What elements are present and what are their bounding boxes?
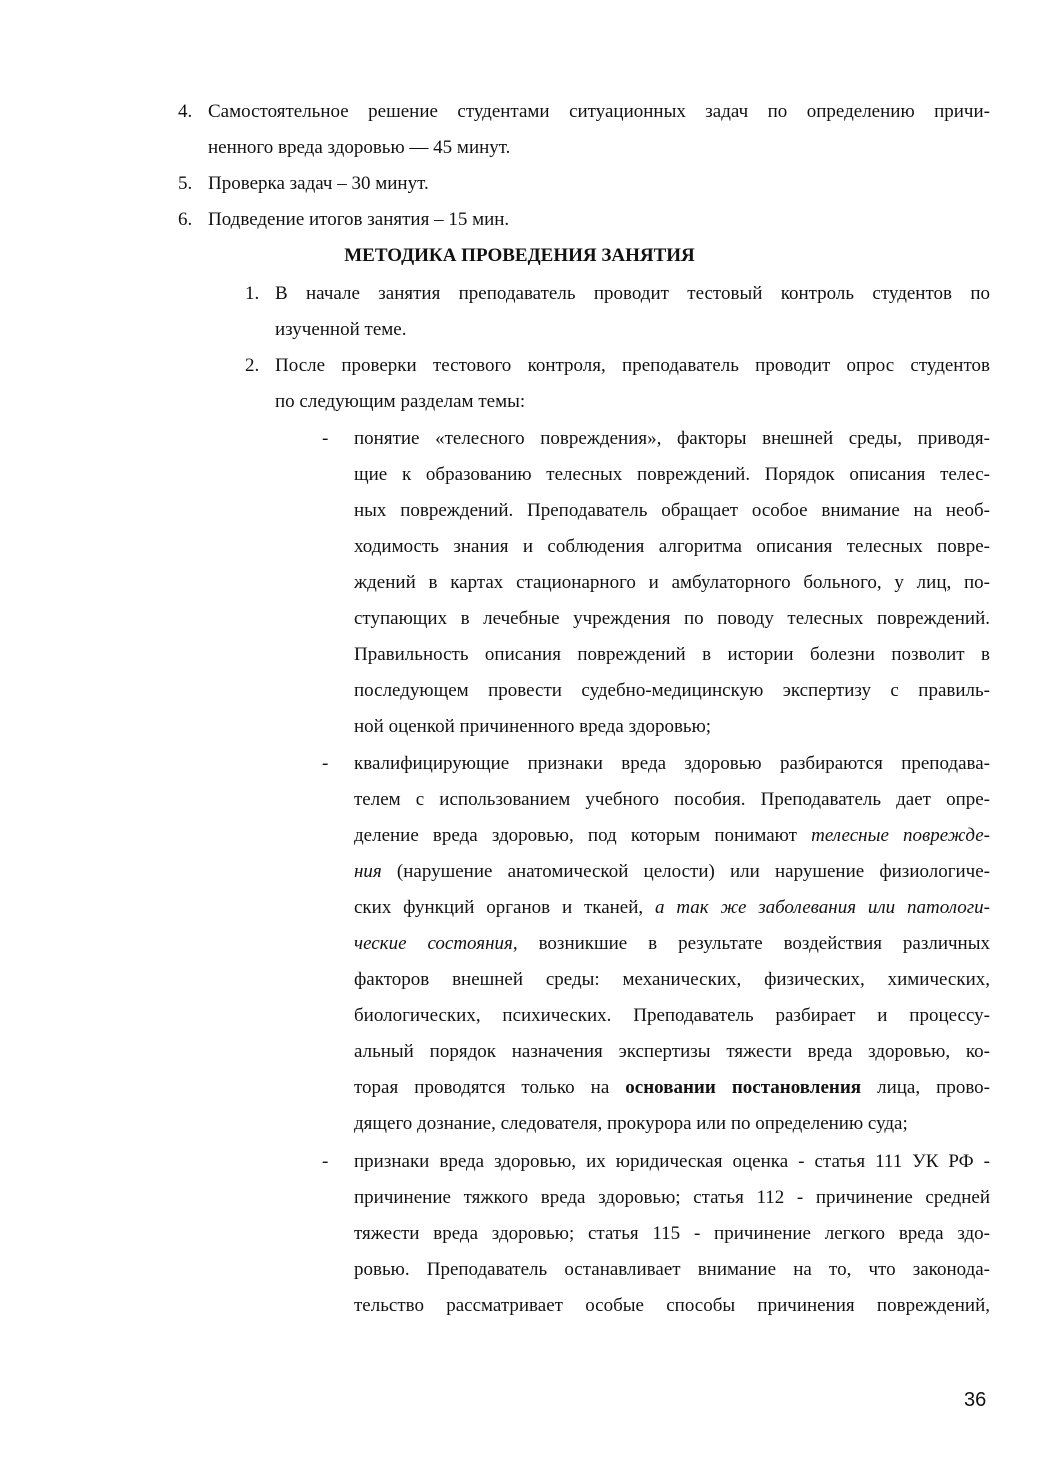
- bullet-line: ных повреждений. Преподаватель обращает особое внимание на необ-: [354, 500, 990, 521]
- bullet-line: щие к образованию телесных повреждений. Порядок описания телес-: [354, 464, 990, 485]
- bold-run: основании постановления: [625, 1077, 862, 1098]
- bullet-line: ступающих в лечебные учреждения по поводу телесных повреждений.: [354, 608, 990, 629]
- bullet-line-mixed: [354, 818, 990, 854]
- bullet-line: ровью. Преподаватель останавливает внимание на то, что законода-: [354, 1259, 990, 1280]
- page-number: 36: [964, 1389, 987, 1411]
- list-number: 5.: [178, 173, 193, 194]
- list-item-line: Подведение итогов занятия – 15 мин.: [208, 209, 510, 230]
- text-run: торая проводятся только на: [354, 1077, 626, 1098]
- bullet-line-mixed: [354, 890, 990, 926]
- text-run: лица, прово-: [861, 1077, 990, 1098]
- bullet-marker: -: [322, 1151, 329, 1172]
- list-number: 4.: [178, 101, 193, 122]
- text-run: , возникшие в результате воздействия различных: [512, 933, 990, 954]
- bullet-line-mixed: [354, 854, 990, 890]
- bullet-line: квалифицирующие признаки вреда здоровью разбираются преподава-: [354, 753, 990, 774]
- bullet-line: ной оценкой причиненного вреда здоровью;: [354, 716, 712, 737]
- bullet-line: тельство рассматривает особые способы причинения повреждений,: [354, 1295, 990, 1316]
- italic-run: телесные поврежде-: [811, 825, 991, 846]
- list-item-line: После проверки тестового контроля, преподаватель проводит опрос студентов: [275, 355, 990, 376]
- bullet-line: биологических, психических. Преподаватель разбирает и процессу-: [354, 1005, 990, 1026]
- bullet-line: факторов внешней среды: механических, физических, химических,: [354, 969, 990, 990]
- italic-run: ния: [354, 861, 382, 882]
- bullet-line-mixed: [354, 926, 990, 962]
- bullet-line-mixed: [354, 1070, 990, 1106]
- bullet-line: ждений в картах стационарного и амбулаторного больного, у лиц, по-: [354, 572, 990, 593]
- text-run: (нарушение анатомической целости) или нарушение физиологиче-: [381, 861, 990, 882]
- bullet-marker: -: [322, 753, 329, 774]
- list-item-line: Проверка задач – 30 минут.: [208, 173, 429, 194]
- list-item-line: В начале занятия преподаватель проводит тестовый контроль студентов по: [275, 283, 990, 304]
- bullet-line: понятие «телесного повреждения», факторы внешней среды, приводя-: [354, 428, 990, 449]
- list-number: 1.: [245, 283, 260, 304]
- list-item-line: Самостоятельное решение студентами ситуационных задач по определению причи-: [208, 101, 990, 122]
- italic-run: а так же заболевания или патологи-: [655, 897, 990, 918]
- list-number: 2.: [245, 355, 260, 376]
- list-number: 6.: [178, 209, 193, 230]
- bullet-line: причинение тяжкого вреда здоровью; статья 112 - причинение средней: [354, 1187, 990, 1208]
- list-item-line: изученной теме.: [275, 319, 407, 340]
- italic-run: ческие состояния: [354, 933, 513, 954]
- bullet-line: ходимость знания и соблюдения алгоритма описания телесных повре-: [354, 536, 990, 557]
- bullet-line: Правильность описания повреждений в истории болезни позволит в: [354, 644, 990, 665]
- list-item-line: ненного вреда здоровью — 45 минут.: [208, 137, 511, 158]
- list-item-line: по следующим разделам темы:: [275, 391, 526, 412]
- bullet-line: тяжести вреда здоровью; статья 115 - причинение легкого вреда здо-: [354, 1223, 990, 1244]
- bullet-marker: -: [322, 428, 329, 449]
- bullet-line: дящего дознание, следователя, прокурора или по определению суда;: [354, 1113, 908, 1134]
- bullet-line: последующем провести судебно-медицинскую экспертизу с правиль-: [354, 680, 990, 701]
- text-run: ских функций органов и тканей,: [354, 897, 655, 918]
- bullet-line: телем с использованием учебного пособия. Преподаватель дает опре-: [354, 789, 990, 810]
- section-heading: МЕТОДИКА ПРОВЕДЕНИЯ ЗАНЯТИЯ: [344, 245, 695, 266]
- bullet-line: альный порядок назначения экспертизы тяжести вреда здоровью, ко-: [354, 1041, 990, 1062]
- text-run: деление вреда здоровью, под которым понимают: [354, 825, 812, 846]
- bullet-line: признаки вреда здоровью, их юридическая оценка - статья 111 УК РФ -: [354, 1151, 990, 1172]
